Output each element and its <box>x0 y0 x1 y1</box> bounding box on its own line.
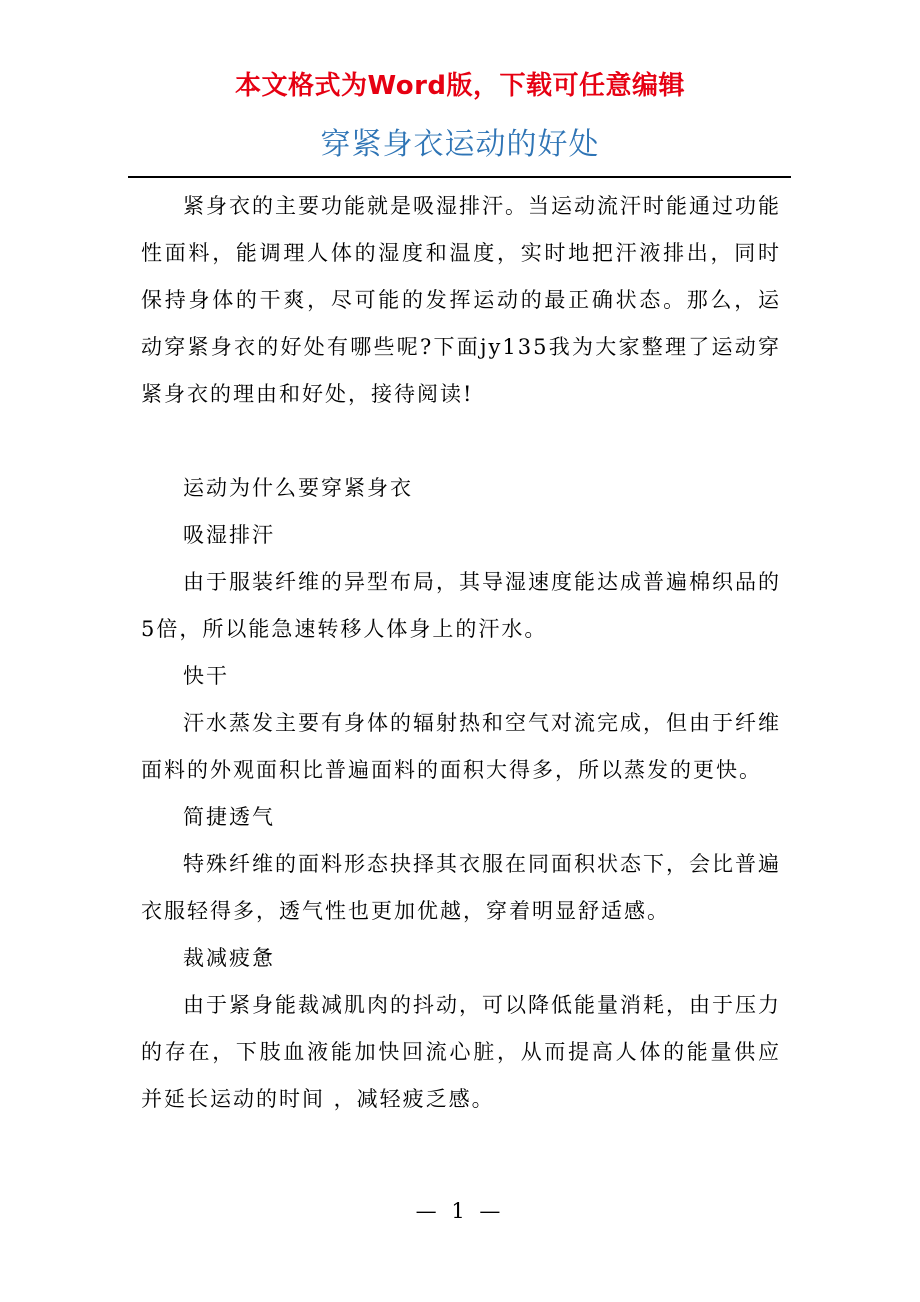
item-heading: 快干 <box>183 664 229 688</box>
section-heading: 运动为什么要穿紧身衣 <box>183 476 413 500</box>
intro-paragraph: 紧身衣的主要功能就是吸湿排汗。当运动流汗时能通过功能性面料，能调理人体的湿度和温度，实时地把汗液排出，同时保持身体的干爽，尽可能的发挥运动的最正确状态。那么，运动穿紧身衣的好处有哪些呢?下面jy135我为大家整理了运动穿紧身衣的理由和好处，接待阅读! <box>141 194 781 406</box>
item-heading: 裁减疲惫 <box>183 946 275 970</box>
article-body <box>141 183 781 1123</box>
page-title: 穿紧身衣运动的好处 <box>320 127 600 162</box>
item-paragraph: 由于紧身能裁减肌肉的抖动，可以降低能量消耗，由于压力的存在，下肢血液能加快回流心脏，从而提高人体的能量供应并延长运动的时间 ，减轻疲乏感。 <box>141 993 781 1111</box>
title-divider <box>128 176 791 178</box>
item-paragraph: 汗水蒸发主要有身体的辐射热和空气对流完成，但由于纤维面料的外观面积比普遍面料的面积大得多，所以蒸发的更快。 <box>141 711 781 782</box>
paragraph-spacer <box>141 418 781 465</box>
page-number: — 1 — <box>415 1199 505 1223</box>
item-paragraph: 特殊纤维的面料形态抉择其衣服在同面积状态下，会比普遍衣服轻得多，透气性也更加优越，穿着明显舒适感。 <box>141 852 781 923</box>
item-heading: 吸湿排汗 <box>183 523 275 547</box>
item-heading: 简捷透气 <box>183 805 275 829</box>
item-paragraph: 由于服装纤维的异型布局，其导湿速度能达成普遍棉织品的5倍，所以能急速转移人体身上的汗水。 <box>141 570 781 641</box>
format-notice-banner: 本文格式为Word版，下载可任意编辑 <box>234 71 686 101</box>
